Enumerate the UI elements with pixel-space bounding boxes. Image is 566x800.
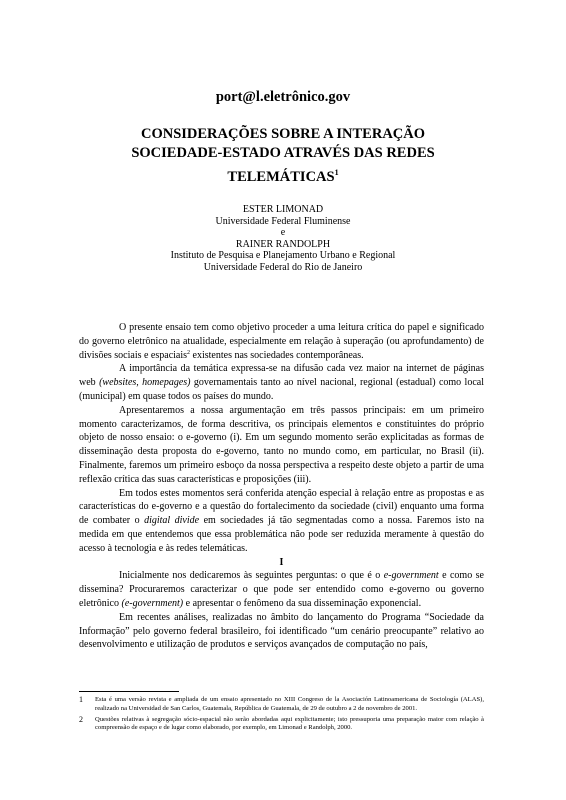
paragraph-6: Em recentes análises, realizadas no âmbito do lançamento do Programa “Sociedade da Informação” pelo governo federal brasileiro, foi identificado “um cenário preocupante” relativo ao desenvolvimento e utilização de produtos e serviços avançados de computação no país, xyxy=(79,611,484,651)
author2-affiliation-2: Universidade Federal do Rio de Janeiro xyxy=(203,261,363,273)
footnote-text: Esta é uma versão revista e ampliada de um ensaio apresentado no XIII Congreso de la Asociación Latinoamericana de Sociología (ALAS), realizado na Universidad de San Carlos, Guatemala, República de Guatemala, de 29 de outubro a 2 de novembro de 2001. xyxy=(95,696,484,712)
footnote-ref-2: 2 xyxy=(187,349,191,356)
footnote-1 xyxy=(79,696,484,714)
title-footnote-ref: 1 xyxy=(334,168,339,177)
section-heading: I xyxy=(279,556,284,568)
footnote-number: 1 xyxy=(79,695,83,704)
author-conjunction: e xyxy=(280,227,286,239)
paragraph-1-text-b: existentes nas sociedades contemporâneas. xyxy=(190,349,364,361)
paragraph-5-emphasis-2: (e-government) xyxy=(121,597,184,609)
footnote-2 xyxy=(79,716,484,734)
paragraph-2-text-b: governamentais tanto ao nível nacional, regional (estadual) como local (municipal) em quase todos os países do mundo. xyxy=(79,377,484,402)
paragraph-4-text-a: Em todos estes momentos será conferida atenção especial à relação entre as propostas e as características do e-governo e a questão do fortalecimento da sociedade (civil) enquanto uma forma de combater o xyxy=(79,487,484,527)
author2-affiliation-1: Instituto de Pesquisa e Planejamento Urbano e Regional xyxy=(170,250,396,262)
paragraph-3: Apresentaremos a nossa argumentação em três passos principais: em um primeiro momento caracterizamos, de forma descritiva, os principais elementos e constituintes do próprio objeto de nosso ensaio: o e-governo (i). Em um segundo momento serão explicitadas as formas de disseminação desta proposta do e-governo, tanto no mundo como, em particular, no Brasil (ii). Finalmente, faremos um primeiro esboço da nossa perspectiva a respeito deste objeto a partir de uma reflexão crítica das suas características e proposições (iii). xyxy=(79,404,484,485)
footnote-number: 2 xyxy=(79,714,83,724)
paragraph-5 xyxy=(79,569,484,610)
paragraph-4 xyxy=(79,487,484,556)
paper-title xyxy=(0,125,566,187)
author2-name: RAINER RANDOLPH xyxy=(235,238,331,250)
running-title: port@l.eletrônico.gov xyxy=(215,89,351,105)
paragraph-4-emphasis: digital divide xyxy=(144,515,200,527)
paragraph-2 xyxy=(79,362,484,403)
paragraph-2-text-a: A importância da temática expressa-se na difusão cada vez maior na internet de páginas web xyxy=(79,363,484,389)
footnote-divider xyxy=(79,691,179,692)
paragraph-5-text-a: Inicialmente nos dedicaremos às seguintes perguntas: o que é o xyxy=(119,570,384,582)
title-line-3-text: TELEMÁTICAS xyxy=(227,169,335,185)
title-line-1: CONSIDERAÇÕES SOBRE A INTERAÇÃO xyxy=(140,126,426,142)
paragraph-1 xyxy=(79,321,484,362)
paragraph-4-text-b: em sociedades já tão segmentadas como a nossa. Faremos isto na medida em que entendemos que essa problemática não pode ser reduzida meramente à questão do acesso à tecnologia e às redes telemáticas. xyxy=(79,515,485,554)
title-line-3 xyxy=(0,163,566,187)
paragraph-1-text-a: O presente ensaio tem como objetivo proceder a uma leitura crítica do papel e significado do governo eletrônico na atualidade, especialmente em relação à superação (ou aprofundamento) de divisões sociais e espaciais xyxy=(79,322,484,361)
body-text xyxy=(79,321,484,652)
author1-affiliation: Universidade Federal Fluminense xyxy=(215,215,351,227)
author-block xyxy=(0,204,566,274)
paragraph-5-text-b: e como se dissemina? Procuraremos caracterizar o que pode ser entendido como e-governo ou governo eletrônico xyxy=(79,570,484,609)
footnote-text: Questões relativas à segregação sócio-espacial não serão abordadas aqui explicitamente; isto pressuporia uma preparação maior com relação à compreensão de espaço e de lugar como elaborado, por exemplo, em Limonad e Randolph, 2000. xyxy=(95,715,484,732)
paragraph-5-text-c: e apresentar o fenômeno da sua disseminação exponencial. xyxy=(183,597,422,609)
footnotes xyxy=(79,696,484,735)
paragraph-5-emphasis-1: e-government xyxy=(383,570,439,582)
title-line-2: SOCIEDADE-ESTADO ATRAVÉS DAS REDES xyxy=(131,145,435,161)
paragraph-2-emphasis: (websites, homepages) xyxy=(99,377,191,389)
author1-name: ESTER LIMONAD xyxy=(242,204,324,215)
